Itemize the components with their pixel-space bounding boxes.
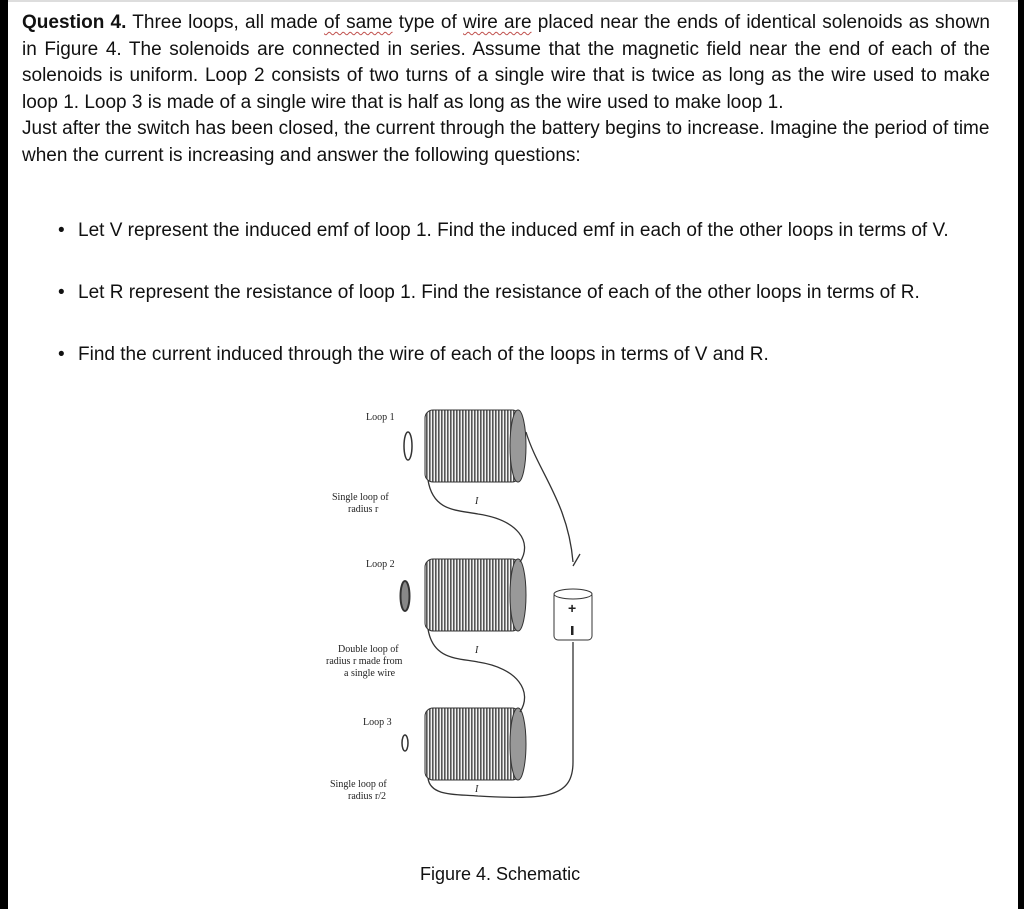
loop-2-label: Loop 2 xyxy=(366,559,395,570)
current-label: I xyxy=(475,496,479,507)
figure-caption: Figure 4. Schematic xyxy=(420,864,581,884)
solenoid-3 xyxy=(425,708,526,780)
loop-3-icon xyxy=(402,735,408,751)
loop-3-description: Single loop of xyxy=(330,779,387,790)
loop-1-icon xyxy=(404,432,412,460)
spellcheck-underline: wire are xyxy=(463,12,532,33)
text-run: placed near the ends of identical solenoids as shown in Figure 4. The solenoids are connected in series. Assume that the magnetic field near the end of each of the solenoids is uniform. Loop 2 consists of two turns of a single wire that is twice as long as the wire used to make loop 1. Loop 3 is made of a single wire that is half as long as the wire used to make loop 1. xyxy=(22,12,990,113)
spellcheck-underline: of same xyxy=(324,12,393,33)
question-paragraph-2: Just after the switch has been closed, the current through the battery begins to increase. Imagine the period of time when the current is increasing and answer the following questions: xyxy=(22,118,990,166)
bullet-item xyxy=(58,342,978,368)
solenoid-1 xyxy=(425,410,526,482)
text-run: type of xyxy=(392,12,463,33)
solenoid-2 xyxy=(425,559,526,631)
loop-1-label: Loop 1 xyxy=(366,412,395,423)
loop-2-description: Double loop of xyxy=(338,644,399,655)
question-paragraph-1 xyxy=(22,10,990,116)
loop-2-icon xyxy=(401,581,410,611)
current-label: I xyxy=(475,784,479,795)
loop-2-description: radius r made from xyxy=(326,656,403,667)
loop-1-description: Single loop of xyxy=(332,492,389,503)
bullet-text: Let R represent the resistance of loop 1. Find the resistance of each of the other loops in terms of R. xyxy=(78,282,920,303)
svg-text:+: + xyxy=(568,600,577,616)
bullet-icon: • xyxy=(58,344,65,365)
loop-2-description: a single wire xyxy=(344,668,396,679)
loop-3-label: Loop 3 xyxy=(363,717,392,728)
bullet-text: Let V represent the induced emf of loop 1. Find the induced emf in each of the other loops in terms of V. xyxy=(78,220,949,241)
bullet-item xyxy=(58,280,978,306)
bullet-icon: • xyxy=(58,220,65,241)
battery-icon xyxy=(554,589,592,640)
question-text xyxy=(22,10,990,169)
document-page xyxy=(8,0,1018,909)
question-label: Question 4. xyxy=(22,12,127,33)
bullet-icon: • xyxy=(58,282,65,303)
bullet-item xyxy=(58,218,978,244)
text-run: Three loops, all made xyxy=(126,12,325,33)
current-label: I xyxy=(475,645,479,656)
loop-3-description: radius r/2 xyxy=(348,791,387,802)
solenoid-figure xyxy=(318,402,618,822)
loop-1-description: radius r xyxy=(348,504,379,515)
bullet-text: Find the current induced through the wire of each of the loops in terms of V and R. xyxy=(78,344,769,365)
